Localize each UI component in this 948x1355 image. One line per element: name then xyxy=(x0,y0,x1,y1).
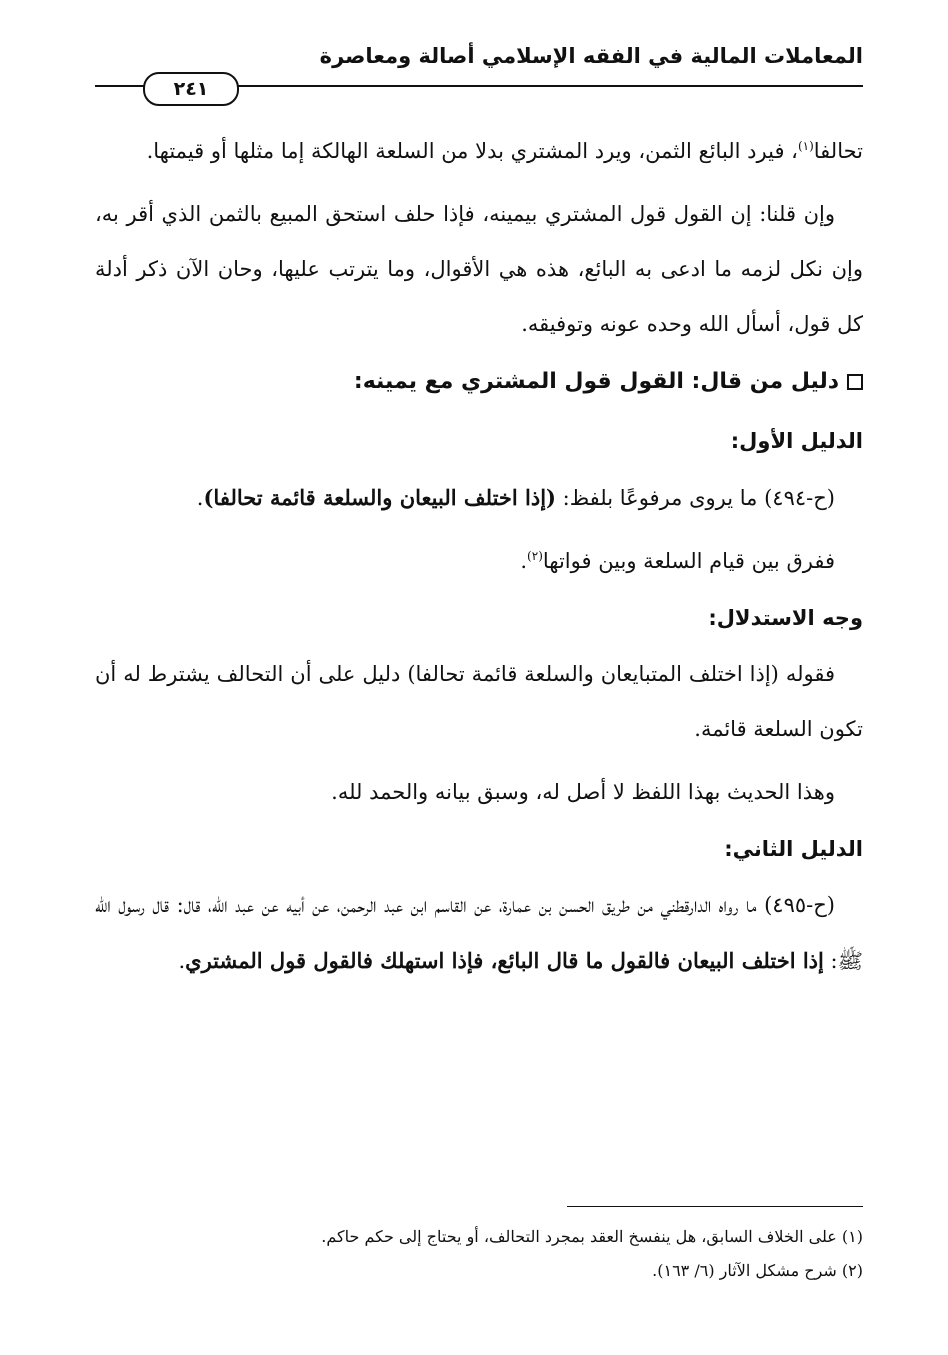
inference-heading: وجه الاستدلال: xyxy=(708,606,863,630)
page-body xyxy=(95,124,863,989)
footnote-1: (١) على الخلاف السابق، هل ينفسخ العقد بمجرد التحالف، أو يحتاج إلى حكم حاكم. xyxy=(321,1227,863,1246)
footnote-rule xyxy=(567,1206,863,1207)
hadith-495-text: إذا اختلف البيعان فالقول ما قال البائع، فإذا استهلك فالقول قول المشتري xyxy=(185,948,824,973)
footnotes xyxy=(95,1220,863,1288)
page-header xyxy=(95,34,863,100)
second-proof-heading: الدليل الثاني: xyxy=(724,837,863,861)
section-heading: دليل من قال: القول قول المشتري مع يمينه: xyxy=(95,352,863,412)
hadith-494: (ح-٤٩٤) ما يروى مرفوعًا بلفظ: (إذا اختلف البيعان والسلعة قائمة تحالفا). xyxy=(196,485,835,510)
footnote-ref-1: (١) xyxy=(797,139,814,153)
page-number: ٢٤١ xyxy=(143,72,239,106)
running-title: المعاملات المالية في الفقه الإسلامي أصالة ومعاصرة xyxy=(319,44,863,68)
footnote-ref-2: (٢) xyxy=(527,549,543,563)
hadith-494-text: (إذا اختلف البيعان والسلعة قائمة تحالفا) xyxy=(203,485,556,510)
square-bullet-icon xyxy=(847,374,863,390)
book-page xyxy=(95,34,863,1324)
paragraph-1: تحالفا$^{(١)}$، فيرد البائع الثمن، ويرد المشتري بدلا من السلعة الهالكة إما مثلها أو قيمتها. xyxy=(146,139,863,163)
first-proof-heading: الدليل الأول: xyxy=(730,429,863,453)
footnote-2: (٢) شرح مشكل الآثار (٦/ ١٦٣). xyxy=(652,1261,863,1280)
paragraph-no-origin: وهذا الحديث بهذا اللفظ لا أصل له، وسبق بيانه والحمد لله. xyxy=(331,780,835,804)
paragraph-inference: فقوله (إذا اختلف المتبايعان والسلعة قائمة تحالفا) دليل على أن التحالف يشترط له أن تكون السلعة قائمة. xyxy=(95,662,863,741)
hadith-495: (ح-٤٩٥) ما رواه الدارقطني من طريق الحسن بن عمارة، عن القاسم ابن عبد الرحمن، عن أبيه عن عبد الله، قال: قال رسول الله ﷺ: إذا اختلف البيعان فالقول ما قال البائع، فإذا استهلك فالقول قول المشتري. xyxy=(95,893,863,973)
paragraph-difference: ففرق بين قيام السلعة وبين فواتها$^{(٢)}$. xyxy=(520,549,835,573)
paragraph-2: وإن قلنا: إن القول قول المشتري بيمينه، فإذا حلف استحق المبيع بالثمن الذي أقر به، وإن نكل لزمه ما ادعى به البائع، هذه هي الأقوال، وما يترتب عليها، وحان الآن ذكر أدلة كل قول، أسأل الله وحده عونه وتوفيقه. xyxy=(95,202,863,336)
